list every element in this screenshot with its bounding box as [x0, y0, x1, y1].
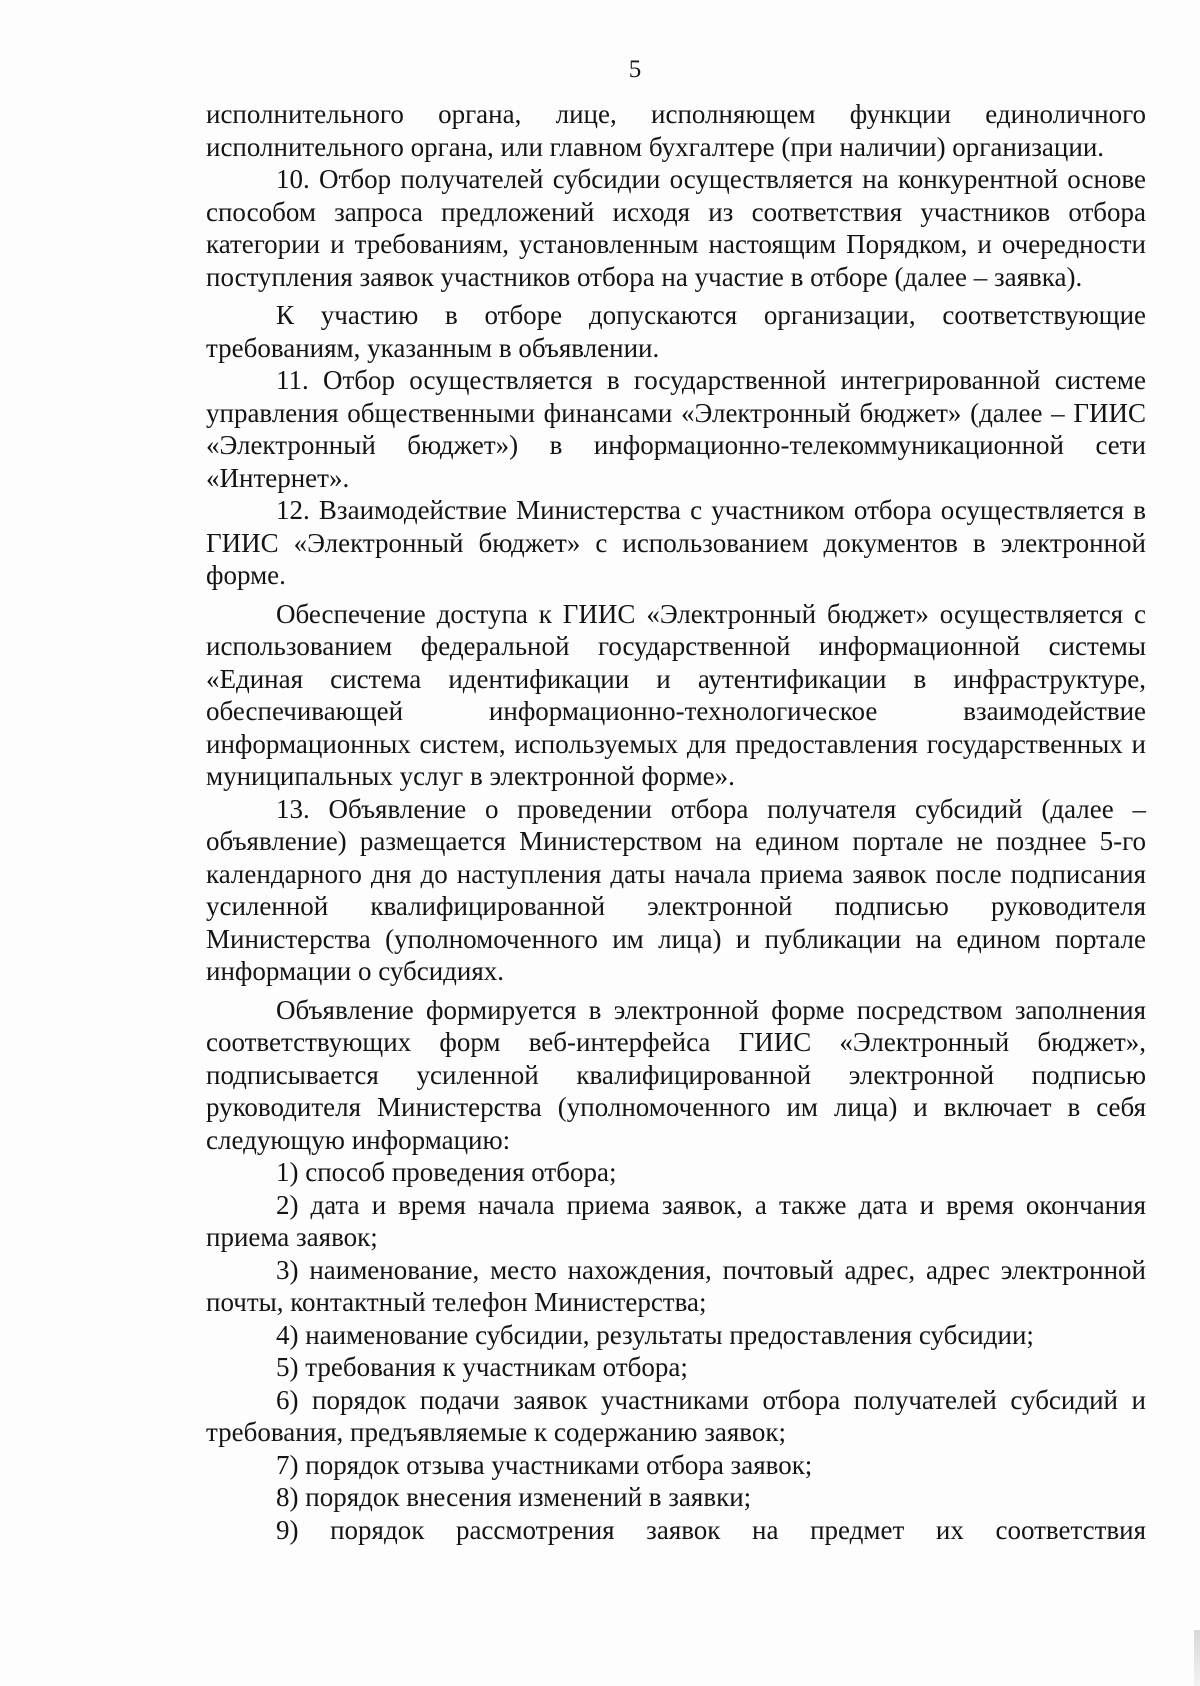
paragraph: Объявление формируется в электронной форме посредством заполнения соответствующих форм веб-интерфейса ГИИС «Электронный бюджет», подписывается усиленной квалифицированной электронной подписью руководителя Министерства (уполномоченного им лица) и включает в себя следующую информацию: [206, 994, 1146, 1155]
paragraph-item-12: 12. Взаимодействие Министерства с участником отбора осуществляется в ГИИС «Электронный бюджет» с использованием документов в электронной форме. [206, 495, 1146, 590]
list-item: 8) порядок внесения изменений в заявки; [276, 1482, 752, 1512]
paragraph-item-13: 13. Объявление о проведении отбора получателя субсидий (далее – объявление) размещается Министерством на едином портале не позднее 5-го календарного дня до наступления даты начала приема заявок после подписания усиленной квалифицированной электронной подписью руководителя Министерства (уполномоченного им лица) и публикации на едином портале информации о субсидиях. [206, 793, 1146, 986]
list-item: 5) требования к участникам отбора; [276, 1352, 688, 1382]
list-item: 7) порядок отзыва участниками отбора заявок; [276, 1449, 813, 1480]
list-item: 3) наименование, место нахождения, почтовый адрес, адрес электронной почты, контактный телефон Министерства; [206, 1254, 1146, 1317]
list-item: 1) способ проведения отбора; [276, 1157, 617, 1187]
list-item: 4) наименование субсидии, результаты предоставления субсидии; [276, 1319, 1034, 1350]
paragraph: исполнительного органа, лице, исполняющем функции единоличного исполнительного органа, или главном бухгалтере (при наличии) организации. [206, 99, 1146, 162]
paragraph: К участию в отборе допускаются организации, соответствующие требованиям, указанным в объявлении. [206, 300, 1146, 363]
page-number: 5 [628, 56, 642, 83]
list-item: 9) порядок рассмотрения заявок на предмет их соответствия [276, 1514, 1146, 1545]
paragraph-item-10: 10. Отбор получателей субсидии осуществляется на конкурентной основе способом запроса предложений исходя из соответствия участников отбора категории и требованиям, установленным настоящим Порядком, и очередности поступления заявок участников отбора на участие в отборе (далее – заявка). [206, 164, 1146, 292]
list-item: 2) дата и время начала приема заявок, а также дата и время окончания приема заявок; [206, 1189, 1146, 1252]
paragraph-item-11: 11. Отбор осуществляется в государственной интегрированной системе управления общественными финансами «Электронный бюджет» (далее – ГИИС «Электронный бюджет») в информационно-телекоммуникационной сети «Интернет». [206, 365, 1146, 493]
scan-edge-mark [1194, 1630, 1200, 1686]
paragraph: Обеспечение доступа к ГИИС «Электронный бюджет» осуществляется с использованием федеральной государственной информационной системы «Единая система идентификации и аутентификации в инфраструктуре, обеспечивающей информационно-технологическое взаимодействие информационных систем, используемых для предоставления государственных и муниципальных услуг в электронной форме». [206, 598, 1146, 791]
document-body [206, 98, 1146, 1546]
list-item: 6) порядок подачи заявок участниками отбора получателей субсидий и требования, предъявляемые к содержанию заявок; [206, 1384, 1146, 1447]
